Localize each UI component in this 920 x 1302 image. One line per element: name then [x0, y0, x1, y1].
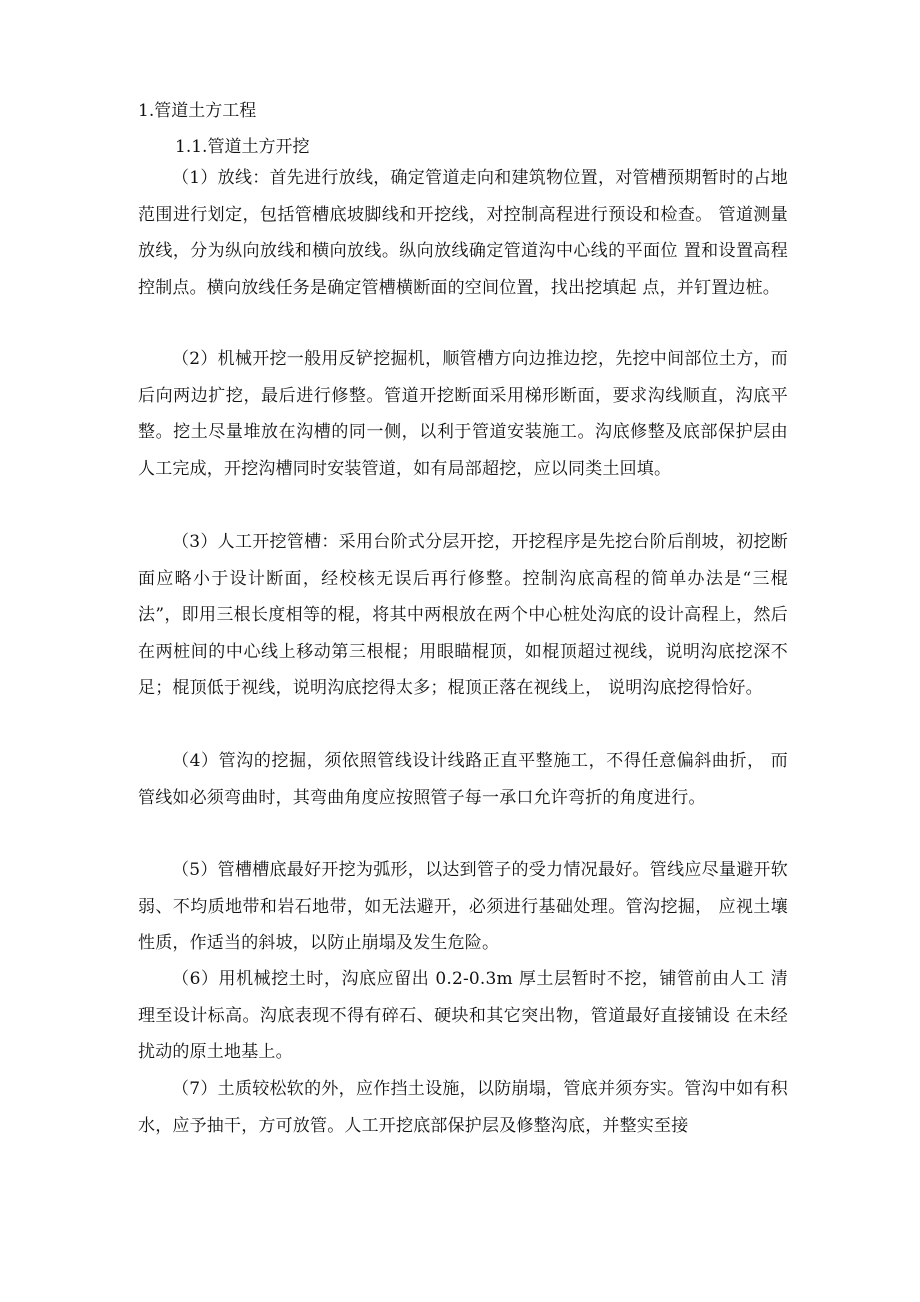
paragraph-mechanical-excavation: （2）机械开挖一般用反铲挖掘机，顺管槽方向边推边挖，先挖中间部位土方，而后向两边扩挖，最后进行修整。管道开挖断面采用梯形断面，要求沟线顺直，沟底平整。挖土尽量堆放在沟槽的同一侧，以利于管道安装施工。沟底修整及底部保护层由人工完成，开挖沟槽同时安装管道，如有局部超挖，应以同类土回填。: [138, 349, 788, 479]
paragraph-setting-out: （1）放线：首先进行放线，确定管道走向和建筑物位置，对管槽预期暂时的占地范围进行划定，包括管槽底坡脚线和开挖线，对控制高程进行预设和检查。 管道测量放线，分为纵向放线和横向放线。纵向放线确定管道沟中心线的平面位 置和设置高程控制点。横向放线任务是确定管槽横断面的空间位置，找出挖填起 点，并钉置边桩。: [138, 168, 788, 298]
paragraph-trench-bottom: （5）管槽槽底最好开挖为弧形，以达到管子的受力情况最好。管线应尽量避开软弱、不均质地带和岩石地带，如无法避开，必须进行基础处理。管沟挖掘， 应视土壤性质，作适当的斜坡，以防止崩塌及发生危险。: [138, 860, 788, 953]
paragraph-trench-digging: （4）管沟的挖掘，须依照管线设计线路正直平整施工，不得任意偏斜曲折， 而管线如必须弯曲时，其弯曲角度应按照管子每一承口允许弯折的角度进行。: [138, 751, 788, 808]
subsection-heading: 1.1.管道土方开挖: [175, 137, 310, 157]
paragraph-soft-soil: （7）土质较松软的外，应作挡土设施，以防崩塌，管底并须夯实。管沟中如有积水，应予抽干，方可放管。人工开挖底部保护层及修整沟底，并整实至接: [138, 1079, 788, 1136]
paragraph-machine-digging: （6）用机械挖土时，沟底应留出 0.2-0.3m 厚土层暂时不挖，铺管前由人工 清理至设计标高。沟底表现不得有碎石、硬块和其它突出物，管道最好直接铺设 在未经扰动的原土地基上。: [138, 969, 788, 1062]
paragraph-manual-excavation: （3）人工开挖管槽：采用台阶式分层开挖，开挖程序是先挖台阶后削坡，初挖断面应略小于设计断面，经校核无误后再行修整。控制沟底高程的简单办法是“三棍法”，即用三根长度相等的棍，将其中两根放在两个中心桩处沟底的设计高程上，然后在两桩间的中心线上移动第三根棍；用眼瞄棍顶，如棍顶超过视线，说明沟底挖深不足；棍顶低于视线，说明沟底挖得太多；棍顶正落在视线上， 说明沟底挖得恰好。: [138, 532, 788, 698]
section-heading: 1.管道土方工程: [138, 101, 257, 121]
